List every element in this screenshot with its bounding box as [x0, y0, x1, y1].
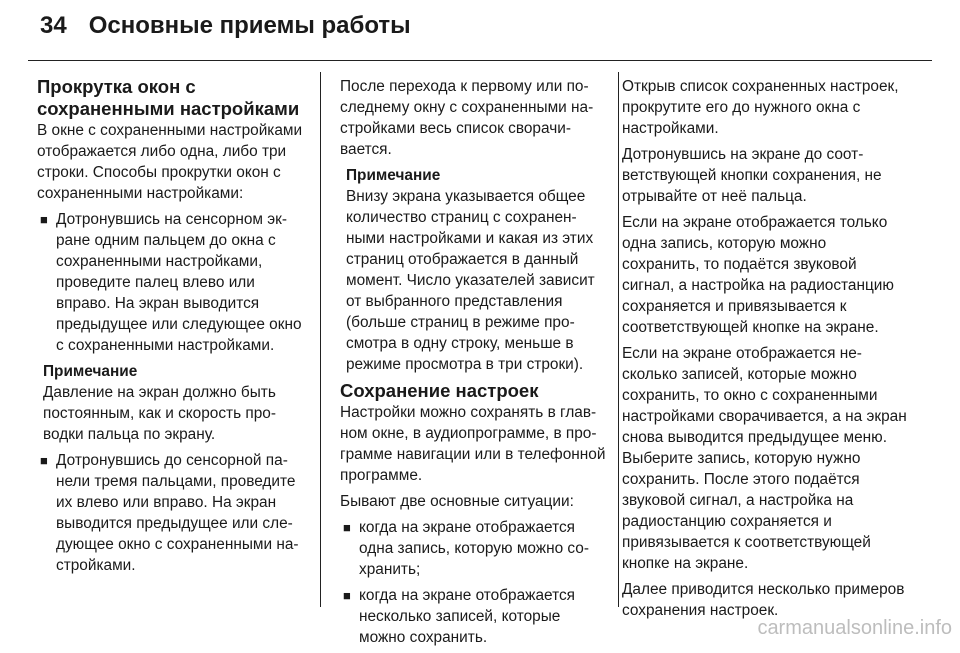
section-heading-scrolling: Прокрутка окон с сохраненными настройками: [37, 76, 300, 119]
watermark: carmanualsonline.info: [757, 617, 952, 639]
list-item-text: Дотронувшись на сенсорном экране одним пальцем до окна с сохраненными настройками, проведите палец влево или вправо. На экран выводится предыдущее или следующее окно с сохраненными настройками.: [56, 211, 302, 354]
note-title: Примечание: [43, 363, 138, 380]
note-text: Внизу экрана указывается общее количество страниц с сохраненными настройками и какая из этих страниц отображается в данный момент. Число указателей зависит от выбранного представления (больше страниц в режиме просмотра в одну строку, меньше в режиме просмотра в три строки).: [346, 188, 595, 373]
paragraph: Далее приводится несколько примеров сохранения настроек.: [622, 581, 905, 619]
column-1: [37, 76, 307, 581]
list-item: [37, 450, 307, 576]
note-box: [346, 165, 610, 375]
note-text: Давление на экран должно быть постоянным, как и скорость проводки пальца по экрану.: [43, 384, 276, 443]
list-item: [340, 585, 610, 648]
list-item: [37, 209, 307, 356]
list-item-text: когда на экране отображается несколько записей, которые можно сохранить.: [359, 587, 575, 646]
column-divider: [320, 72, 321, 607]
page-title: Основные приемы работы: [88, 12, 411, 39]
list-item: [340, 517, 610, 580]
note-box: [43, 361, 307, 445]
note-title: Примечание: [346, 167, 441, 184]
header-divider: [28, 60, 932, 61]
paragraph: Если на экране отображается только одна запись, которую можно сохранить, то подаётся звуковой сигнал, а настройка на радиостанцию сохраняется и привязывается к соответствующей кнопке на экране.: [622, 214, 894, 336]
list-item-text: когда на экране отображается одна запись, которую можно сохранить;: [359, 519, 589, 578]
paragraph: В окне с сохраненными настройками отображается либо одна, либо три строки. Способы прокрутки окон с сохраненными настройками:: [37, 122, 303, 202]
paragraph: Открыв список сохраненных настроек, прокрутите его до нужного окна с настройками.: [622, 78, 899, 137]
bullet-icon: ■: [40, 453, 48, 468]
column-2: [340, 76, 610, 653]
page-number: 34: [40, 12, 67, 39]
bullet-icon: ■: [40, 212, 48, 227]
column-divider: [618, 72, 619, 607]
column-3: [622, 76, 907, 626]
bullet-icon: ■: [343, 588, 351, 603]
paragraph: После перехода к первому или последнему окну с сохраненными настройками весь список сворачивается.: [340, 78, 594, 158]
paragraph: Настройки можно сохранять в главном окне, в аудиопрограмме, в программе навигации или в телефонной программе.: [340, 404, 606, 484]
page-header: [40, 12, 411, 48]
paragraph: Дотронувшись на экране до соответствующей кнопки сохранения, не отрывайте от неё пальца.: [622, 146, 882, 205]
paragraph: Если на экране отображается несколько записей, которые можно сохранить, то окно с сохраненными настройками сворачивается, а на экран снова выводится предыдущее меню. Выберите запись, которую нужно сохранить. После этого подаётся звуковой сигнал, а настройка на радиостанцию сохраняется и привязывается к соответствующей кнопке на экране.: [622, 345, 907, 572]
list-item-text: Дотронувшись до сенсорной панели тремя пальцами, проведите их влево или вправо. На экран выводится предыдущее или следующее окно с сохраненными настройками.: [56, 452, 299, 574]
bullet-icon: ■: [343, 520, 351, 535]
paragraph: Бывают две основные ситуации:: [340, 493, 574, 510]
section-heading-saving: Сохранение настроек: [340, 380, 539, 401]
